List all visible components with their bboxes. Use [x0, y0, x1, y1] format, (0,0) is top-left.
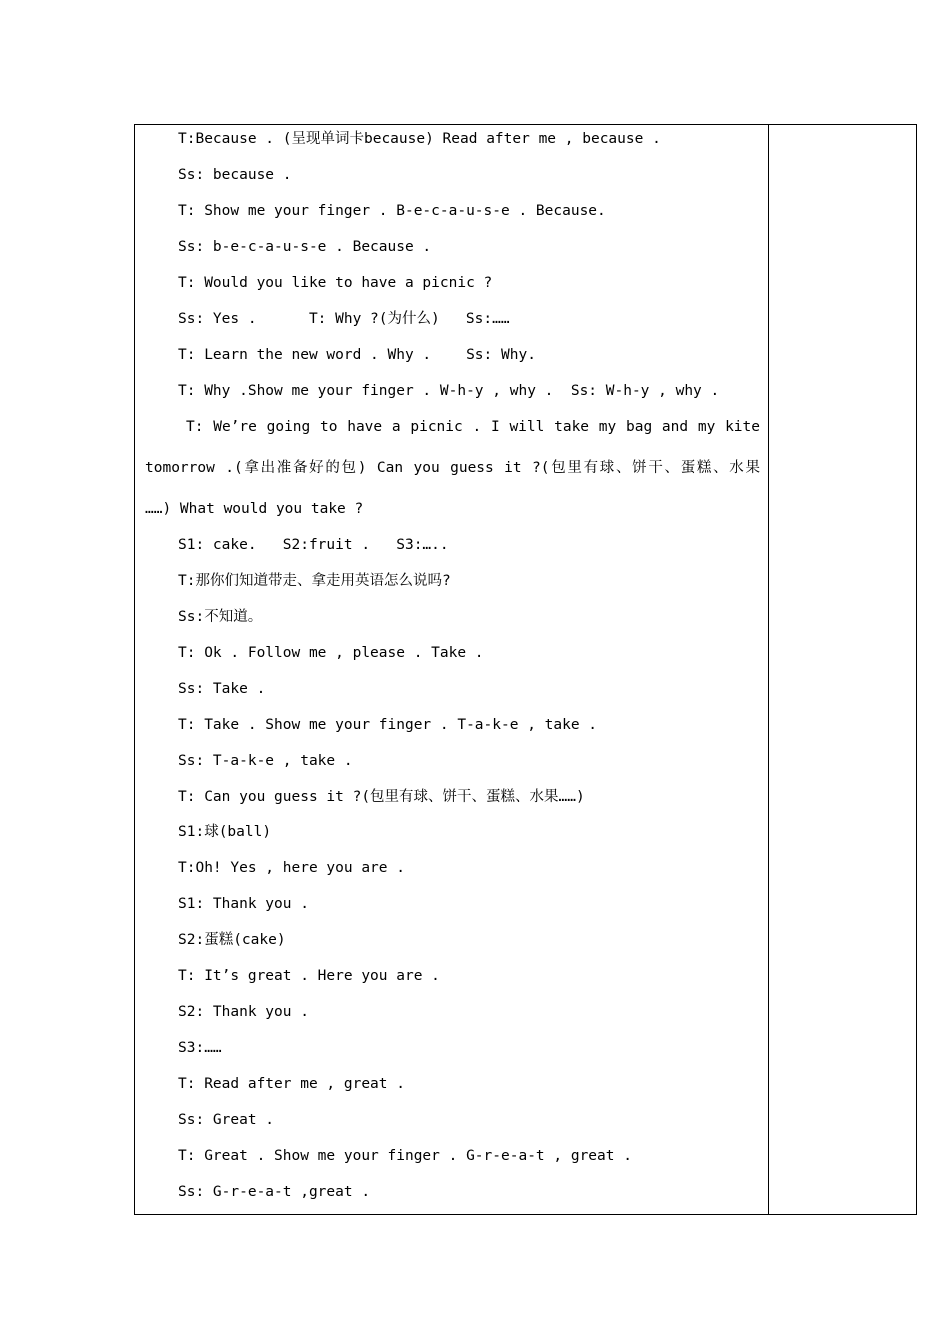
lesson-table: [134, 124, 917, 1215]
dialogue-line: Ss: because .: [178, 167, 292, 183]
dialogue-line: T:那你们知道带走、拿走用英语怎么说吗?: [178, 573, 451, 589]
dialogue-line: S1: cake. S2:fruit . S3:…..: [178, 537, 449, 553]
dialogue-line: S1:球(ball): [178, 824, 272, 840]
dialogue-line: Ss:不知道。: [178, 609, 263, 625]
dialogue-line: Ss: b-e-c-a-u-s-e . Because .: [178, 239, 432, 255]
dialogue-line: S2:蛋糕(cake): [178, 932, 286, 948]
dialogue-line: T: Learn the new word . Why . Ss: Why.: [178, 347, 536, 363]
dialogue-cell: [135, 125, 768, 1214]
dialogue-line: T:Oh! Yes , here you are .: [178, 860, 405, 876]
dialogue-line: T: Can you guess it ?(包里有球、饼干、蛋糕、水果……): [178, 789, 585, 805]
dialogue-line: T: Why .Show me your finger . W-h-y , why . Ss: W-h-y , why .: [178, 383, 720, 399]
dialogue-line: T: Show me your finger . B-e-c-a-u-s-e . Because.: [178, 203, 606, 219]
dialogue-line: Ss: T-a-k-e , take .: [178, 753, 353, 769]
dialogue-line: T: We’re going to have a picnic . I will take my bag and my kite: [186, 419, 760, 435]
dialogue-line: T: Ok . Follow me , please . Take .: [178, 645, 484, 661]
dialogue-line: T: It’s great . Here you are .: [178, 968, 440, 984]
dialogue-line: tomorrow .(拿出准备好的包) Can you guess it ?(包里有球、饼干、蛋糕、水果: [145, 460, 760, 476]
dialogue-line: T: Great . Show me your finger . G-r-e-a-t , great .: [178, 1148, 632, 1164]
dialogue-line: S1: Thank you .: [178, 896, 309, 912]
dialogue-line: T: Read after me , great .: [178, 1076, 405, 1092]
dialogue-line: T:Because . (呈现单词卡because) Read after me , because .: [178, 131, 661, 147]
dialogue-line: ……) What would you take ?: [145, 501, 364, 517]
dialogue-line: Ss: Take .: [178, 681, 266, 697]
dialogue-line: S3:……: [178, 1040, 222, 1056]
dialogue-line: T: Take . Show me your finger . T-a-k-e , take .: [178, 717, 598, 733]
dialogue-line: Ss: G-r-e-a-t ,great .: [178, 1184, 371, 1200]
notes-cell: [769, 125, 916, 1214]
dialogue-line: Ss: Great .: [178, 1112, 275, 1128]
dialogue-line: S2: Thank you .: [178, 1004, 309, 1020]
dialogue-line: Ss: Yes . T: Why ?(为什么) Ss:……: [178, 311, 510, 327]
dialogue-line: T: Would you like to have a picnic ?: [178, 275, 493, 291]
